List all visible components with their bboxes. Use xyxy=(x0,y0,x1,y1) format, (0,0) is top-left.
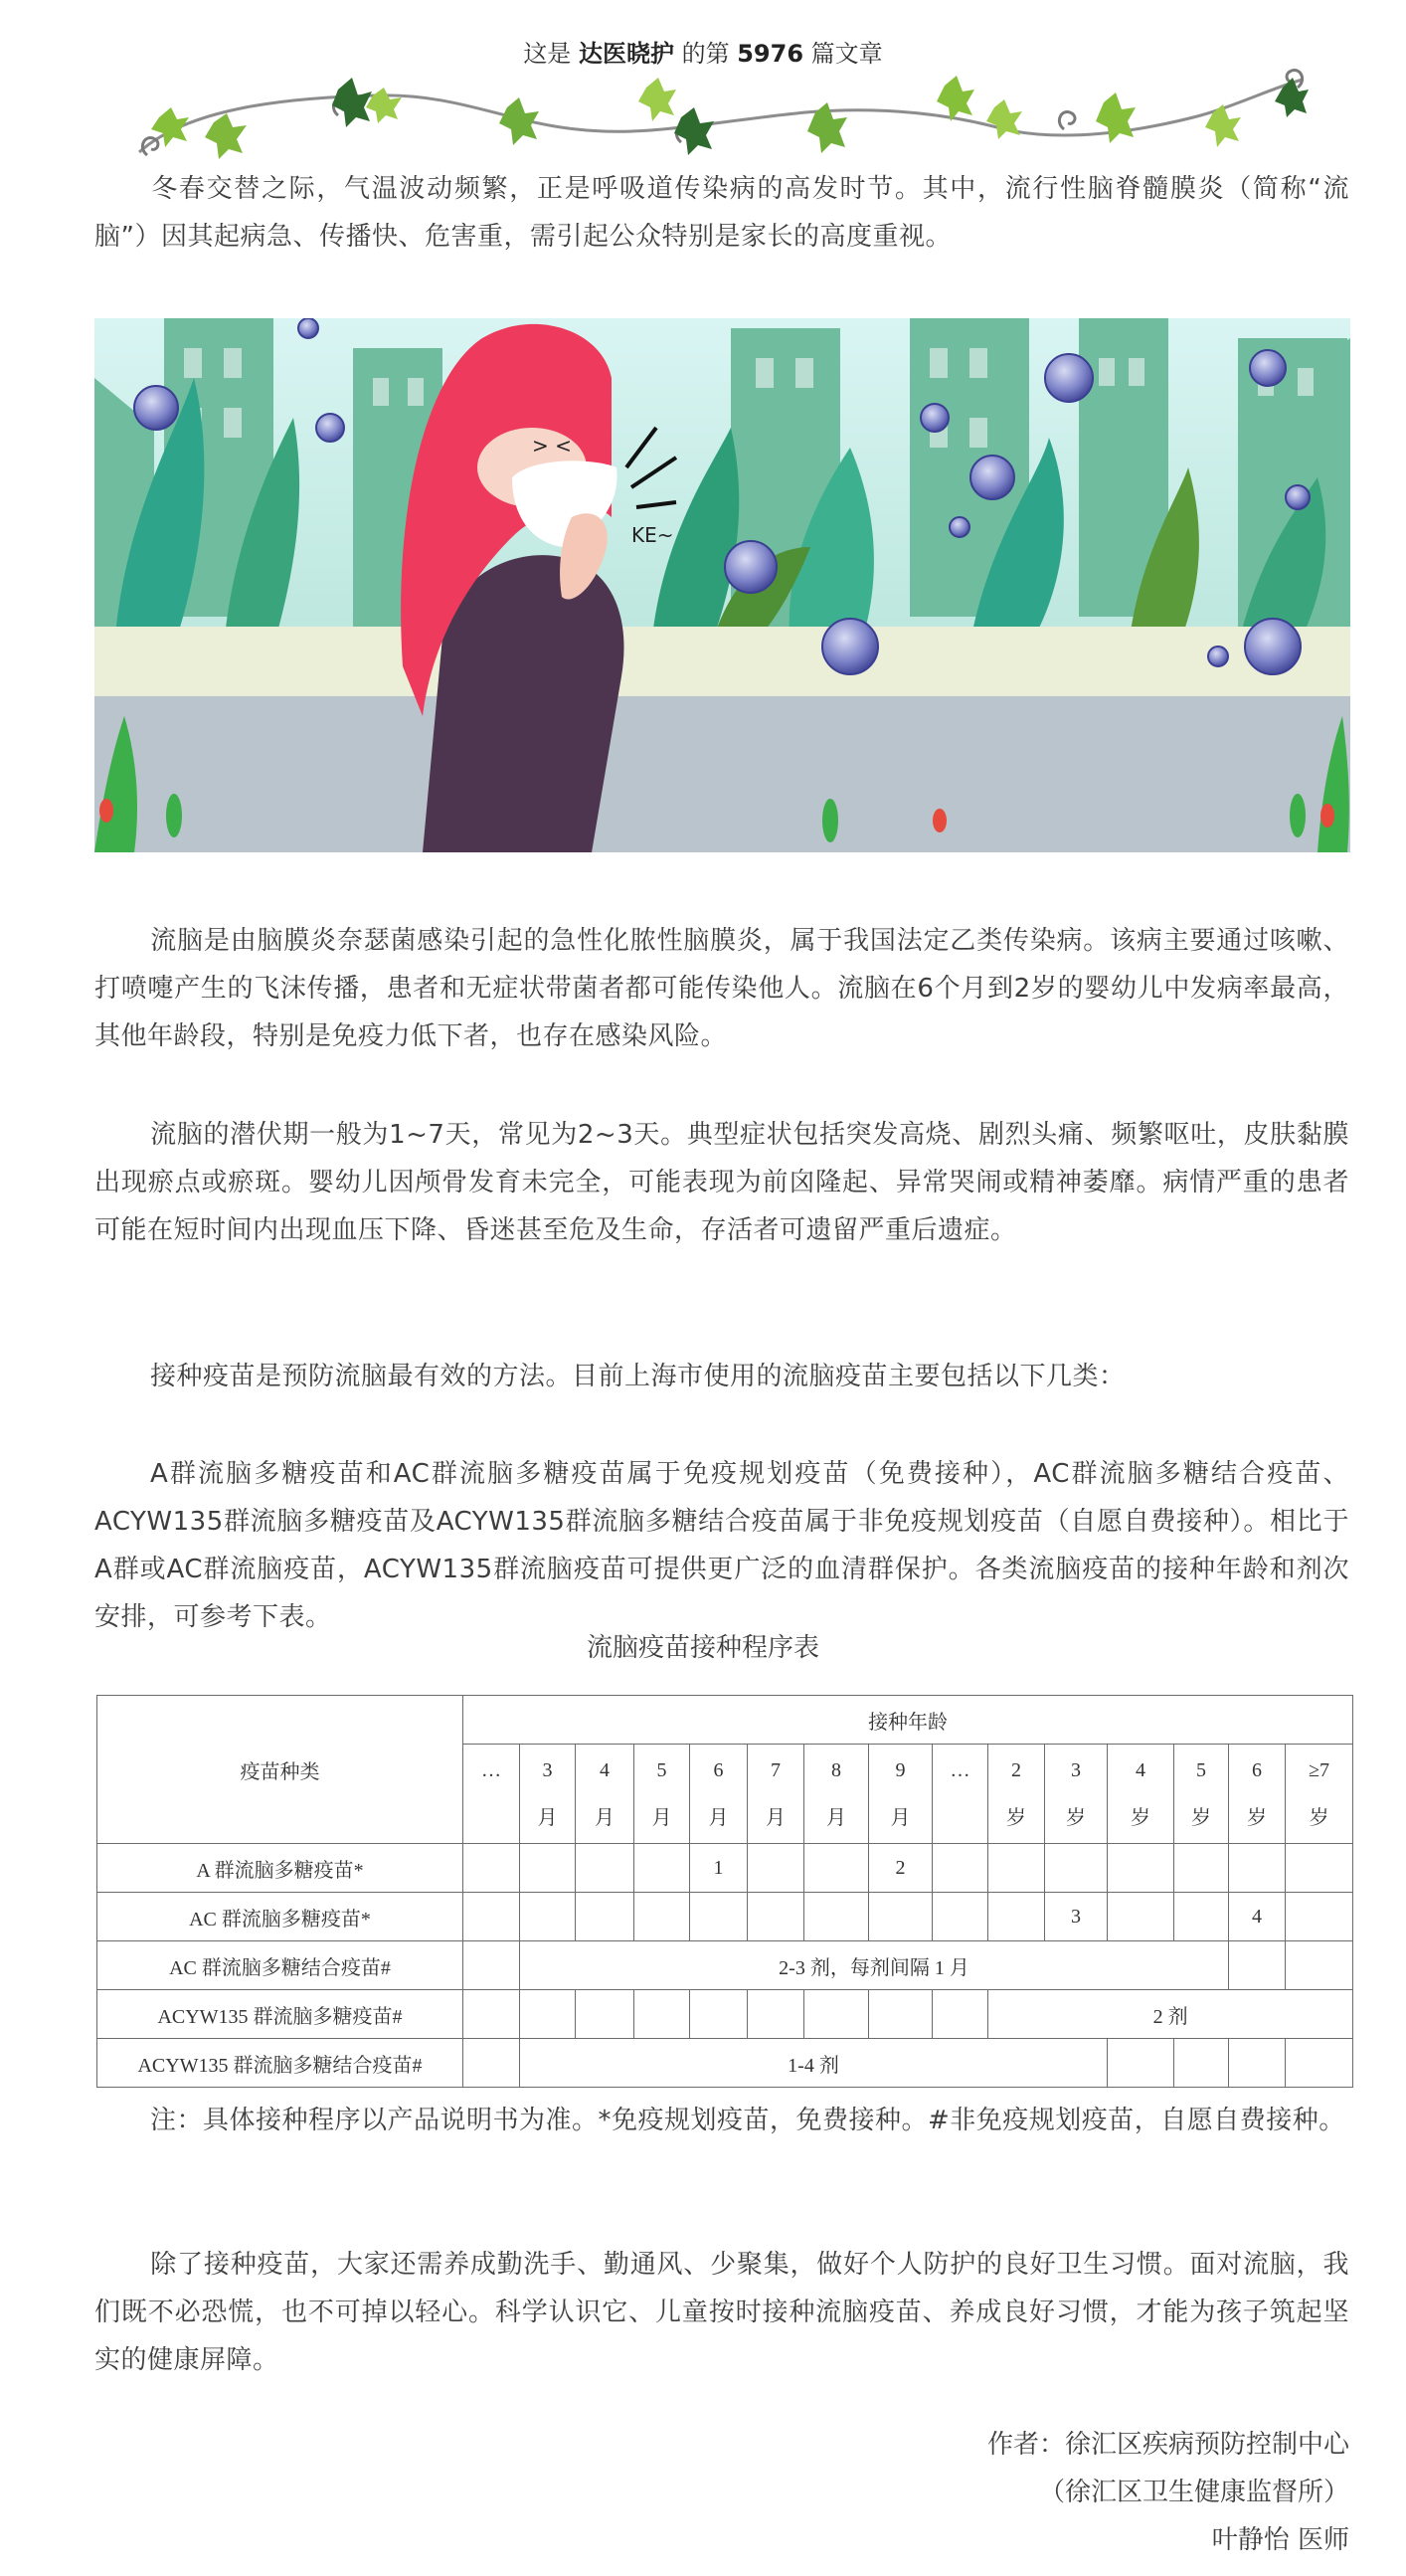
dose-span-cell: 2-3 剂，每剂间隔 1 月 xyxy=(520,1941,1229,1990)
age-col: 6 岁 xyxy=(1229,1745,1286,1844)
header-vaccination-age: 接种年龄 xyxy=(463,1696,1353,1745)
dose-span-cell: 1-4 剂 xyxy=(520,2039,1108,2088)
header-prefix: 这是 xyxy=(523,40,572,68)
dose-cell: 1 xyxy=(690,1844,748,1893)
age-col: 3 月 xyxy=(520,1745,576,1844)
age-col: 9 月 xyxy=(869,1745,933,1844)
header-middle: 的第 xyxy=(681,40,730,68)
svg-text:> <: > < xyxy=(532,434,572,458)
age-col: … xyxy=(463,1745,520,1844)
coughing-girl-illustration xyxy=(94,318,1350,852)
intro-paragraph: 冬春交替之际，气温波动频繁，正是呼吸道传染病的高发时节。其中，流行性脑脊髓膜炎（简称“流脑”）因其起病急、传播快、危害重，需引起公众特别是家长的高度重视。 xyxy=(94,174,1349,252)
age-col: 7 月 xyxy=(748,1745,804,1844)
age-col: 8 月 xyxy=(804,1745,869,1844)
doctor-name-line: 叶静怡 医师 xyxy=(1211,2525,1349,2555)
age-col: … xyxy=(933,1745,988,1844)
age-col: 4 月 xyxy=(576,1745,634,1844)
age-col: ≥7 岁 xyxy=(1286,1745,1353,1844)
author-line: 作者：徐汇区疾病预防控制中心 xyxy=(986,2430,1349,2460)
vaccination-schedule-table xyxy=(96,1695,1353,2088)
table-row xyxy=(97,1941,1353,1990)
age-col: 4 岁 xyxy=(1108,1745,1174,1844)
vaccine-name: A 群流脑多糖疫苗* xyxy=(97,1844,463,1893)
dose-cell: 2 xyxy=(869,1844,933,1893)
header-suffix: 篇文章 xyxy=(810,40,883,68)
vaccine-name: ACYW135 群流脑多糖疫苗# xyxy=(97,1990,463,2039)
definition-paragraph: 流脑是由脑膜炎奈瑟菌感染引起的急性化脓性脑膜炎，属于我国法定乙类传染病。该病主要通过咳嗽、打喷嚏产生的飞沫传播，患者和无症状带菌者都可能传染他人。流脑在6个月到2岁的婴幼儿中发病率最高，其他年龄段，特别是免疫力低下者，也存在感染风险。 xyxy=(94,926,1349,1051)
account-name[interactable]: 达医晓护 xyxy=(578,40,674,68)
header-vaccine-type: 疫苗种类 xyxy=(97,1696,463,1844)
dose-cell: 3 xyxy=(1045,1893,1108,1941)
vaccine-name: AC 群流脑多糖疫苗* xyxy=(97,1893,463,1941)
vaccine-name: AC 群流脑多糖结合疫苗# xyxy=(97,1941,463,1990)
organization-line: （徐汇区卫生健康监督所） xyxy=(1038,2478,1349,2507)
svg-text:KE~: KE~ xyxy=(631,523,674,547)
symptoms-paragraph: 流脑的潜伏期一般为1~7天，常见为2~3天。典型症状包括突发高烧、剧烈头痛、频繁呕吐，皮肤黏膜出现瘀点或瘀斑。婴幼儿因颅骨发育未完全，可能表现为前囟隆起、异常哭闹或精神萎靡。病情严重的患者可能在短时间内出现血压下降、昏迷甚至危及生命，存活者可遗留严重后遗症。 xyxy=(94,1120,1349,1245)
table-note: 注：具体接种程序以产品说明书为准。*免疫规划疫苗，免费接种。#非免疫规划疫苗，自愿自费接种。 xyxy=(150,2106,1345,2135)
illustration-image xyxy=(94,318,1350,852)
age-col: 3 岁 xyxy=(1045,1745,1108,1844)
vaccine-name: ACYW135 群流脑多糖结合疫苗# xyxy=(97,2039,463,2088)
table-row xyxy=(97,1844,1353,1893)
table-title: 流脑疫苗接种程序表 xyxy=(586,1633,819,1663)
vaccine-intro-paragraph: 接种疫苗是预防流脑最有效的方法。目前上海市使用的流脑疫苗主要包括以下几类： xyxy=(150,1362,1126,1391)
ivy-vine-icon xyxy=(129,68,1322,167)
age-col: 6 月 xyxy=(690,1745,748,1844)
age-col: 2 岁 xyxy=(988,1745,1045,1844)
age-col: 5 月 xyxy=(634,1745,690,1844)
article-count-header xyxy=(0,34,1406,69)
table-row xyxy=(97,1893,1353,1941)
table-row xyxy=(97,1990,1353,2039)
dose-span-cell: 2 剂 xyxy=(988,1990,1353,2039)
dose-cell: 4 xyxy=(1229,1893,1286,1941)
table-row xyxy=(97,2039,1353,2088)
article-number: 5976 xyxy=(737,40,804,68)
age-col: 5 岁 xyxy=(1174,1745,1229,1844)
vaccine-types-paragraph: A群流脑多糖疫苗和AC群流脑多糖疫苗属于免疫规划疫苗（免费接种），AC群流脑多糖结合疫苗、ACYW135群流脑多糖疫苗及ACYW135群流脑多糖结合疫苗属于非免疫规划疫苗（自愿自费接种）。相比于A群或AC群流脑疫苗，ACYW135群流脑疫苗可提供更广泛的血清群保护。各类流脑疫苗的接种年龄和剂次安排，可参考下表。 xyxy=(94,1459,1349,1632)
conclusion-paragraph: 除了接种疫苗，大家还需养成勤洗手、勤通风、少聚集，做好个人防护的良好卫生习惯。面对流脑，我们既不必恐慌，也不可掉以轻心。科学认识它、儿童按时接种流脑疫苗、养成良好习惯，才能为孩子筑起坚实的健康屏障。 xyxy=(94,2250,1349,2375)
